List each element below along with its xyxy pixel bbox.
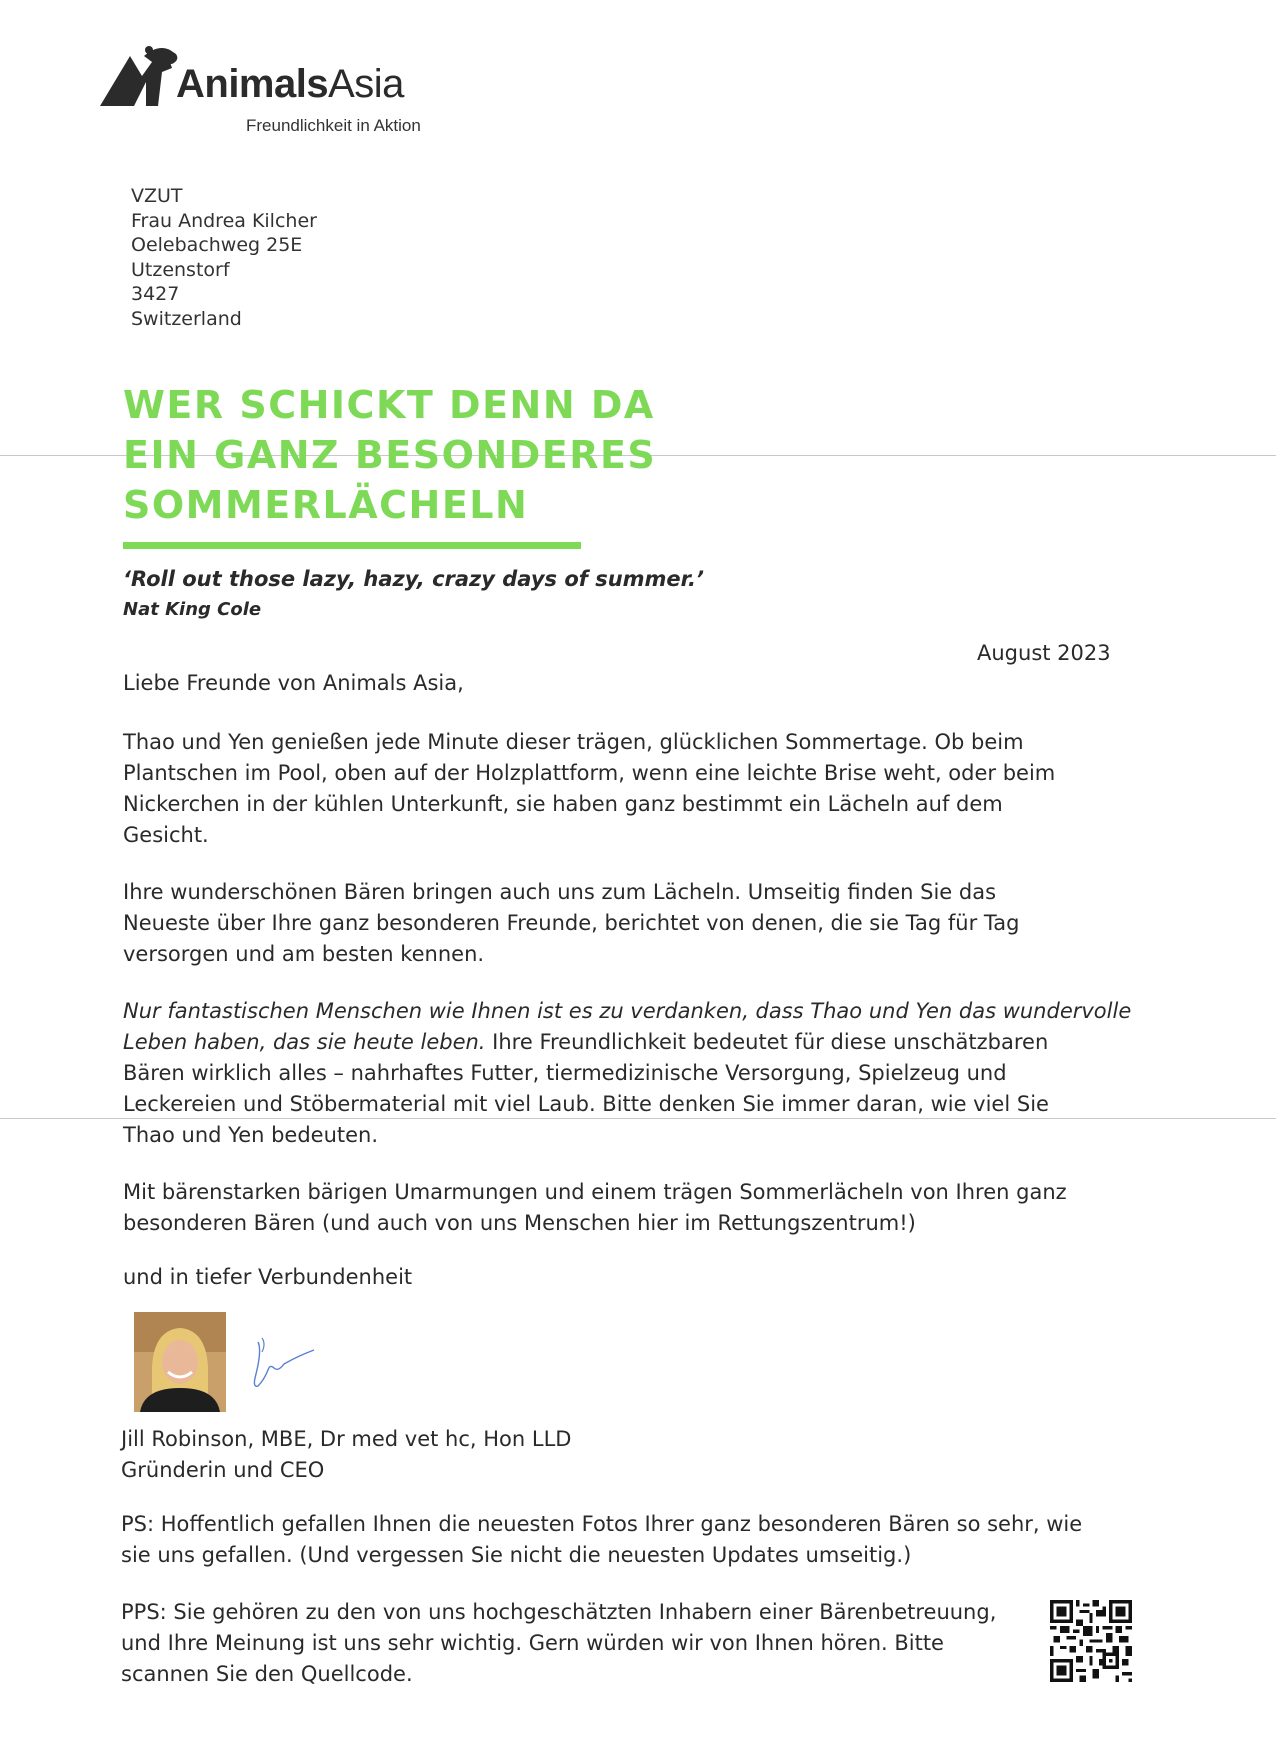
paragraph-line: Gesicht.: [123, 823, 209, 847]
paragraph-line: Mit bärenstarken bärigen Umarmungen und einem trägen Sommerlächeln von Ihren ganz: [123, 1180, 1067, 1204]
paragraph-line: [123, 1027, 1123, 1058]
postscript: [121, 1509, 1121, 1571]
handwritten-signature: [248, 1330, 318, 1400]
closing: und in tiefer Verbundenheit: [123, 1265, 413, 1289]
paragraph-line: Thao und Yen genießen jede Minute dieser trägen, glücklichen Sommertage. Ob beim: [123, 730, 1024, 754]
paragraph-line-italic: Nur fantastischen Menschen wie Ihnen ist es zu verdanken, dass Thao und Yen das wundervolle: [123, 999, 1132, 1023]
address-country: Switzerland: [131, 307, 242, 330]
paragraph-line: Neueste über Ihre ganz besonderen Freunde, berichtet von denen, die sie Tag für Tag: [123, 911, 1020, 935]
paragraph-line: scannen Sie den Quellcode.: [121, 1662, 413, 1686]
paragraph-fragment: Ihre Freundlichkeit bedeutet für diese unschätzbaren: [485, 1030, 1049, 1054]
paragraph-line: besonderen Bären (und auch von uns Menschen hier im Rettungszentrum!): [123, 1211, 916, 1235]
recipient-address: [131, 184, 317, 331]
paragraph-4: [123, 1177, 1123, 1239]
logo-tagline: Freundlichkeit in Aktion: [246, 116, 421, 135]
paragraph-line: PS: Hoffentlich gefallen Ihnen die neuesten Fotos Ihrer ganz besonderen Bären so sehr, wie: [121, 1512, 1083, 1536]
headline-line-1: WER SCHICKT DENN DA: [123, 383, 655, 427]
paragraph-line: Leckereien und Stöbermaterial mit viel Laub. Bitte denken Sie immer daran, wie viel Sie: [123, 1092, 1049, 1116]
quote-text: ‘Roll out those lazy, hazy, crazy days of summer.’: [123, 567, 704, 591]
paragraph-1: [123, 727, 1123, 851]
paragraph-line: sie uns gefallen. (Und vergessen Sie nicht die neuesten Updates umseitig.): [121, 1543, 912, 1567]
headline-underline: [123, 542, 581, 549]
paragraph-italic-fragment: Leben haben, das sie heute leben.: [123, 1030, 486, 1054]
headline-line-3: SOMMERLÄCHELN: [123, 483, 529, 527]
quote-author: Nat King Cole: [123, 599, 262, 620]
paragraph-line: Nickerchen in der kühlen Unterkunft, sie haben ganz bestimmt ein Lächeln auf dem: [123, 792, 1003, 816]
salutation: Liebe Freunde von Animals Asia,: [123, 671, 464, 695]
paragraph-line: Ihre wunderschönen Bären bringen auch uns zum Lächeln. Umseitig finden Sie das: [123, 880, 997, 904]
signatory-name: Jill Robinson, MBE, Dr med vet hc, Hon LLD: [121, 1427, 572, 1451]
headline-line-2: EIN GANZ BESONDERES: [123, 433, 657, 477]
logo-wordmark: [176, 62, 404, 107]
qr-code[interactable]: [1050, 1600, 1132, 1682]
post-postscript: [121, 1597, 1121, 1690]
paragraph-line: Bären wirklich alles – nahrhaftes Futter, tiermedizinische Versorgung, Spielzeug und: [123, 1061, 1007, 1085]
signatory-title: Gründerin und CEO: [121, 1458, 325, 1482]
address-name: Frau Andrea Kilcher: [131, 209, 317, 232]
paragraph-line: und Ihre Meinung ist uns sehr wichtig. Gern würden wir von Ihnen hören. Bitte: [121, 1631, 944, 1655]
signatory-photo: [134, 1312, 226, 1412]
paragraph-line: versorgen und am besten kennen.: [123, 942, 485, 966]
logo-name-regular: Asia: [328, 62, 404, 106]
signatory-block: [121, 1424, 571, 1486]
paragraph-3: [123, 996, 1132, 1151]
paragraph-line: Thao und Yen bedeuten.: [123, 1123, 379, 1147]
paragraph-line: Plantschen im Pool, oben auf der Holzplattform, wenn eine leichte Brise weht, oder beim: [123, 761, 1056, 785]
headline: [123, 380, 656, 530]
address-organization: VZUT: [131, 185, 183, 207]
logo-name-bold: Animals: [176, 62, 329, 106]
letter-date: August 2023: [977, 641, 1111, 665]
address-postal-code: 3427: [131, 283, 180, 305]
address-street: Oelebachweg 25E: [131, 234, 303, 256]
paragraph-2: [123, 877, 1123, 970]
paragraph-line: PPS: Sie gehören zu den von uns hochgeschätzten Inhabern einer Bärenbetreuung,: [121, 1600, 997, 1624]
address-city: Utzenstorf: [131, 258, 230, 281]
bear-mountain-icon: [100, 46, 177, 106]
